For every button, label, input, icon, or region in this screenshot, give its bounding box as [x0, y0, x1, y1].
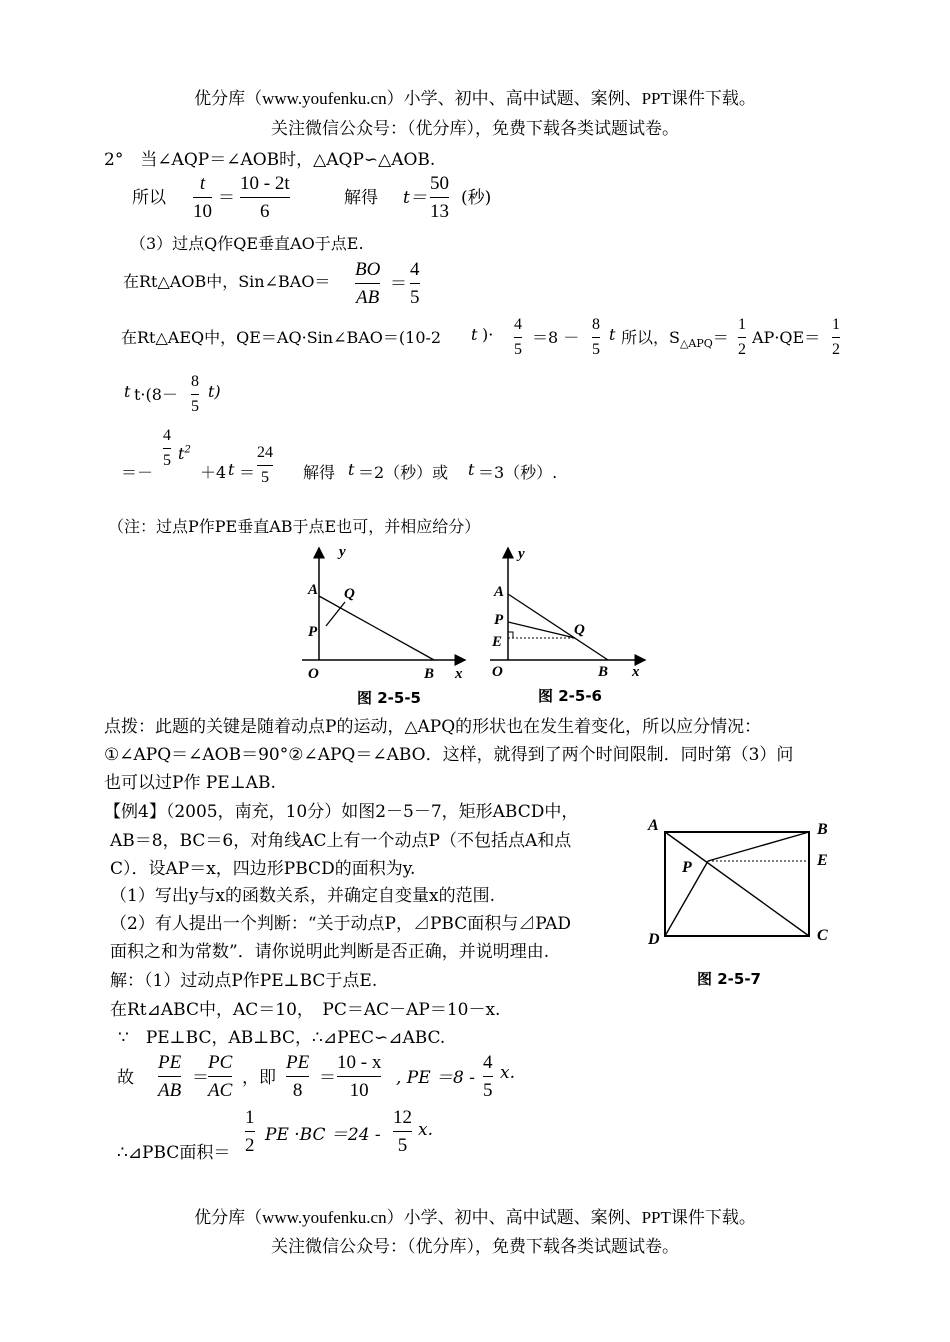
- fraction-10-2t-over-6: 10 - 2t 6: [240, 173, 290, 222]
- label-x: x: [455, 666, 463, 682]
- label-e: E: [817, 852, 828, 869]
- fraction-8-over-5: 8 5: [592, 316, 600, 358]
- minus-prefix: ＝－: [121, 463, 154, 482]
- pe-equals: , PE ＝8 -: [396, 1068, 476, 1088]
- t-times-open: t·(8－: [134, 385, 178, 404]
- label-b: B: [598, 664, 609, 680]
- variable-t: t: [348, 460, 355, 479]
- segment-ab: [508, 594, 608, 660]
- hint-line-3: 也可以过P作 PE⊥AB.: [104, 773, 276, 793]
- part3-intro: （3）过点Q作QE垂直AO于点E.: [130, 234, 364, 253]
- label-o: O: [308, 666, 319, 682]
- rt-aeq-part-d: 所以，$S_{\triangle APQ}=$: [621, 328, 729, 351]
- fraction-pc-over-ac: PC AC: [208, 1052, 233, 1101]
- equals-sign: ＝: [239, 463, 256, 482]
- segment-pq: [508, 622, 575, 638]
- label-a: A: [648, 817, 659, 834]
- label-x: x: [632, 664, 640, 680]
- equals-sign: ＝: [319, 1068, 336, 1088]
- question-1: （1）写出y与x的函数关系，并确定自变量x的范围.: [110, 886, 495, 906]
- solution-line-1: 解：（1）过动点P作PE⊥BC于点E.: [110, 971, 378, 991]
- label-o: O: [492, 664, 503, 680]
- area-label: ∴⊿PBC面积＝: [117, 1143, 231, 1163]
- plus-4: ＋4: [200, 463, 227, 482]
- example-4-line-3: C）．设AP＝x，四边形PBCD的面积为y.: [110, 859, 416, 879]
- label-q: Q: [574, 622, 585, 638]
- fraction-pe-over-8: PE 8: [286, 1052, 310, 1101]
- label-c: C: [817, 927, 828, 944]
- segment-pb: [708, 832, 809, 861]
- so-label: 所以: [132, 188, 166, 208]
- footer-line-2: 关注微信公众号：（优分库），免费下载各类试题试卷。: [271, 1237, 679, 1256]
- note-line: （注：过点P作PE垂直AB于点E也可，并相应给分）: [108, 517, 481, 536]
- case-2-line: 2° 当∠AQP＝∠AOB时，△AQP∽△AOB.: [104, 150, 436, 170]
- figure-2-5-5-and-2-5-6: [290, 540, 660, 710]
- variable-t: t: [609, 325, 616, 344]
- fraction-1-over-2: 1 2: [832, 316, 840, 358]
- fraction-bo-over-ab: BO AB: [355, 259, 381, 308]
- question-2-line-2: 面积之和为常数”．请你说明此判断是否正确，并说明理由.: [110, 942, 550, 962]
- label-a: A: [308, 582, 319, 598]
- footer-line-1: 优分库（www.youfenku.cn）小学、初中、高中试题、案例、PPT课件下载。: [194, 1208, 756, 1227]
- fraction-10-x-over-10: 10 - x 10: [337, 1052, 382, 1101]
- fraction-t-over-10: t 10: [193, 173, 212, 222]
- solution-line-3: ∵ PE⊥BC，AB⊥BC，∴⊿PEC∽⊿ABC.: [118, 1028, 446, 1048]
- t-equals: t＝: [403, 188, 427, 208]
- label-y: y: [339, 544, 346, 560]
- variable-x: x.: [418, 1120, 433, 1140]
- figure-caption-2-5-6: 图 2-5-6: [538, 687, 602, 705]
- fraction-24-over-5: 24 5: [257, 444, 273, 486]
- t-equals-2: ＝2（秒）或: [358, 463, 449, 482]
- header-line-2: 关注微信公众号：（优分库），免费下载各类试题试卷。: [271, 119, 679, 138]
- label-d: D: [648, 931, 660, 948]
- label-b: B: [817, 821, 828, 838]
- example-4-title: 【例4】（2005，南充，10分）如图2－5－7，矩形ABCD中，: [104, 802, 579, 822]
- hint-line-2: ①∠APQ＝∠AOB＝90°②∠APQ＝∠ABO．这样，就得到了两个时间限制．同时第（3）问: [104, 745, 794, 765]
- equals-sign: ＝: [390, 274, 407, 294]
- t-squared: $t^2$: [178, 444, 191, 463]
- diagonal-ac: [665, 832, 809, 936]
- rt-aeq-part-b: )·: [482, 325, 494, 344]
- fraction-1-over-2: 1 2: [738, 316, 746, 358]
- label-p: P: [494, 612, 504, 628]
- fraction-1-over-2: 1 2: [245, 1107, 255, 1156]
- unit-seconds: (秒): [461, 188, 492, 208]
- fraction-4-over-5: 4 5: [483, 1052, 493, 1101]
- fraction-8-over-5: 8 5: [191, 373, 199, 415]
- namely-label: ，即: [242, 1068, 276, 1088]
- therefore-label: 故: [117, 1068, 134, 1088]
- segment-ab: [319, 596, 434, 660]
- fraction-50-over-13: 50 13: [430, 173, 449, 222]
- example-4-line-2: AB＝8，BC＝6，对角线AC上有一个动点P（不包括点A和点: [110, 831, 572, 851]
- variable-t: t: [471, 325, 478, 344]
- hint-line-1: 点拨：此题的关键是随着动点P的运动，△APQ的形状也在发生着变化，所以应分情况：: [104, 717, 762, 737]
- label-e: E: [492, 634, 503, 650]
- question-2-line-1: （2）有人提出一个判断：“关于动点P，⊿PBC面积与⊿PAD: [110, 914, 571, 934]
- equals-sign: ＝: [218, 188, 235, 208]
- header-line-1: 优分库（www.youfenku.cn）小学、初中、高中试题、案例、PPT课件下载。: [194, 89, 756, 108]
- t-close: t): [208, 382, 221, 401]
- solve-label: 解得: [303, 463, 336, 482]
- fraction-4-over-5: 4 5: [410, 259, 420, 308]
- solution-line-2: 在Rt⊿ABC中，AC＝10， PC＝AC－AP＝10－x.: [110, 1000, 501, 1020]
- label-b: B: [424, 666, 435, 682]
- equals-sign: ＝: [192, 1068, 209, 1088]
- figure-2-5-7: [640, 808, 840, 948]
- variable-x: x.: [500, 1063, 515, 1083]
- area-expression: PE ·BC ＝24 -: [265, 1125, 381, 1145]
- rt-aeq-part-c: ＝8 －: [532, 328, 580, 347]
- label-y: y: [518, 546, 525, 562]
- rt-aob-line: 在Rt△AOB中，Sin∠BAO＝: [123, 272, 331, 291]
- t-equals-3: ＝3（秒）.: [478, 463, 558, 482]
- variable-t: t: [228, 460, 235, 479]
- fraction-pe-over-ab: PE AB: [158, 1052, 182, 1101]
- figure-caption-2-5-7: 图 2-5-7: [697, 970, 761, 988]
- rt-aeq-part-a: 在Rt△AEQ中，QE＝AQ·Sin∠BAO＝(10-2: [121, 328, 442, 347]
- solve-label: 解得: [344, 188, 378, 208]
- variable-t: t: [468, 460, 475, 479]
- fraction-12-over-5: 12 5: [393, 1107, 412, 1156]
- variable-t: t: [124, 382, 131, 401]
- label-p: P: [308, 624, 318, 640]
- rt-aeq-part-f: AP·QE＝: [752, 328, 821, 347]
- label-p: P: [682, 859, 692, 876]
- figure-caption-2-5-5: 图 2-5-5: [357, 689, 421, 707]
- fraction-4-over-5: 4 5: [514, 316, 522, 358]
- fraction-4-over-5: 4 5: [163, 427, 171, 469]
- label-q: Q: [344, 586, 355, 602]
- label-a: A: [494, 584, 505, 600]
